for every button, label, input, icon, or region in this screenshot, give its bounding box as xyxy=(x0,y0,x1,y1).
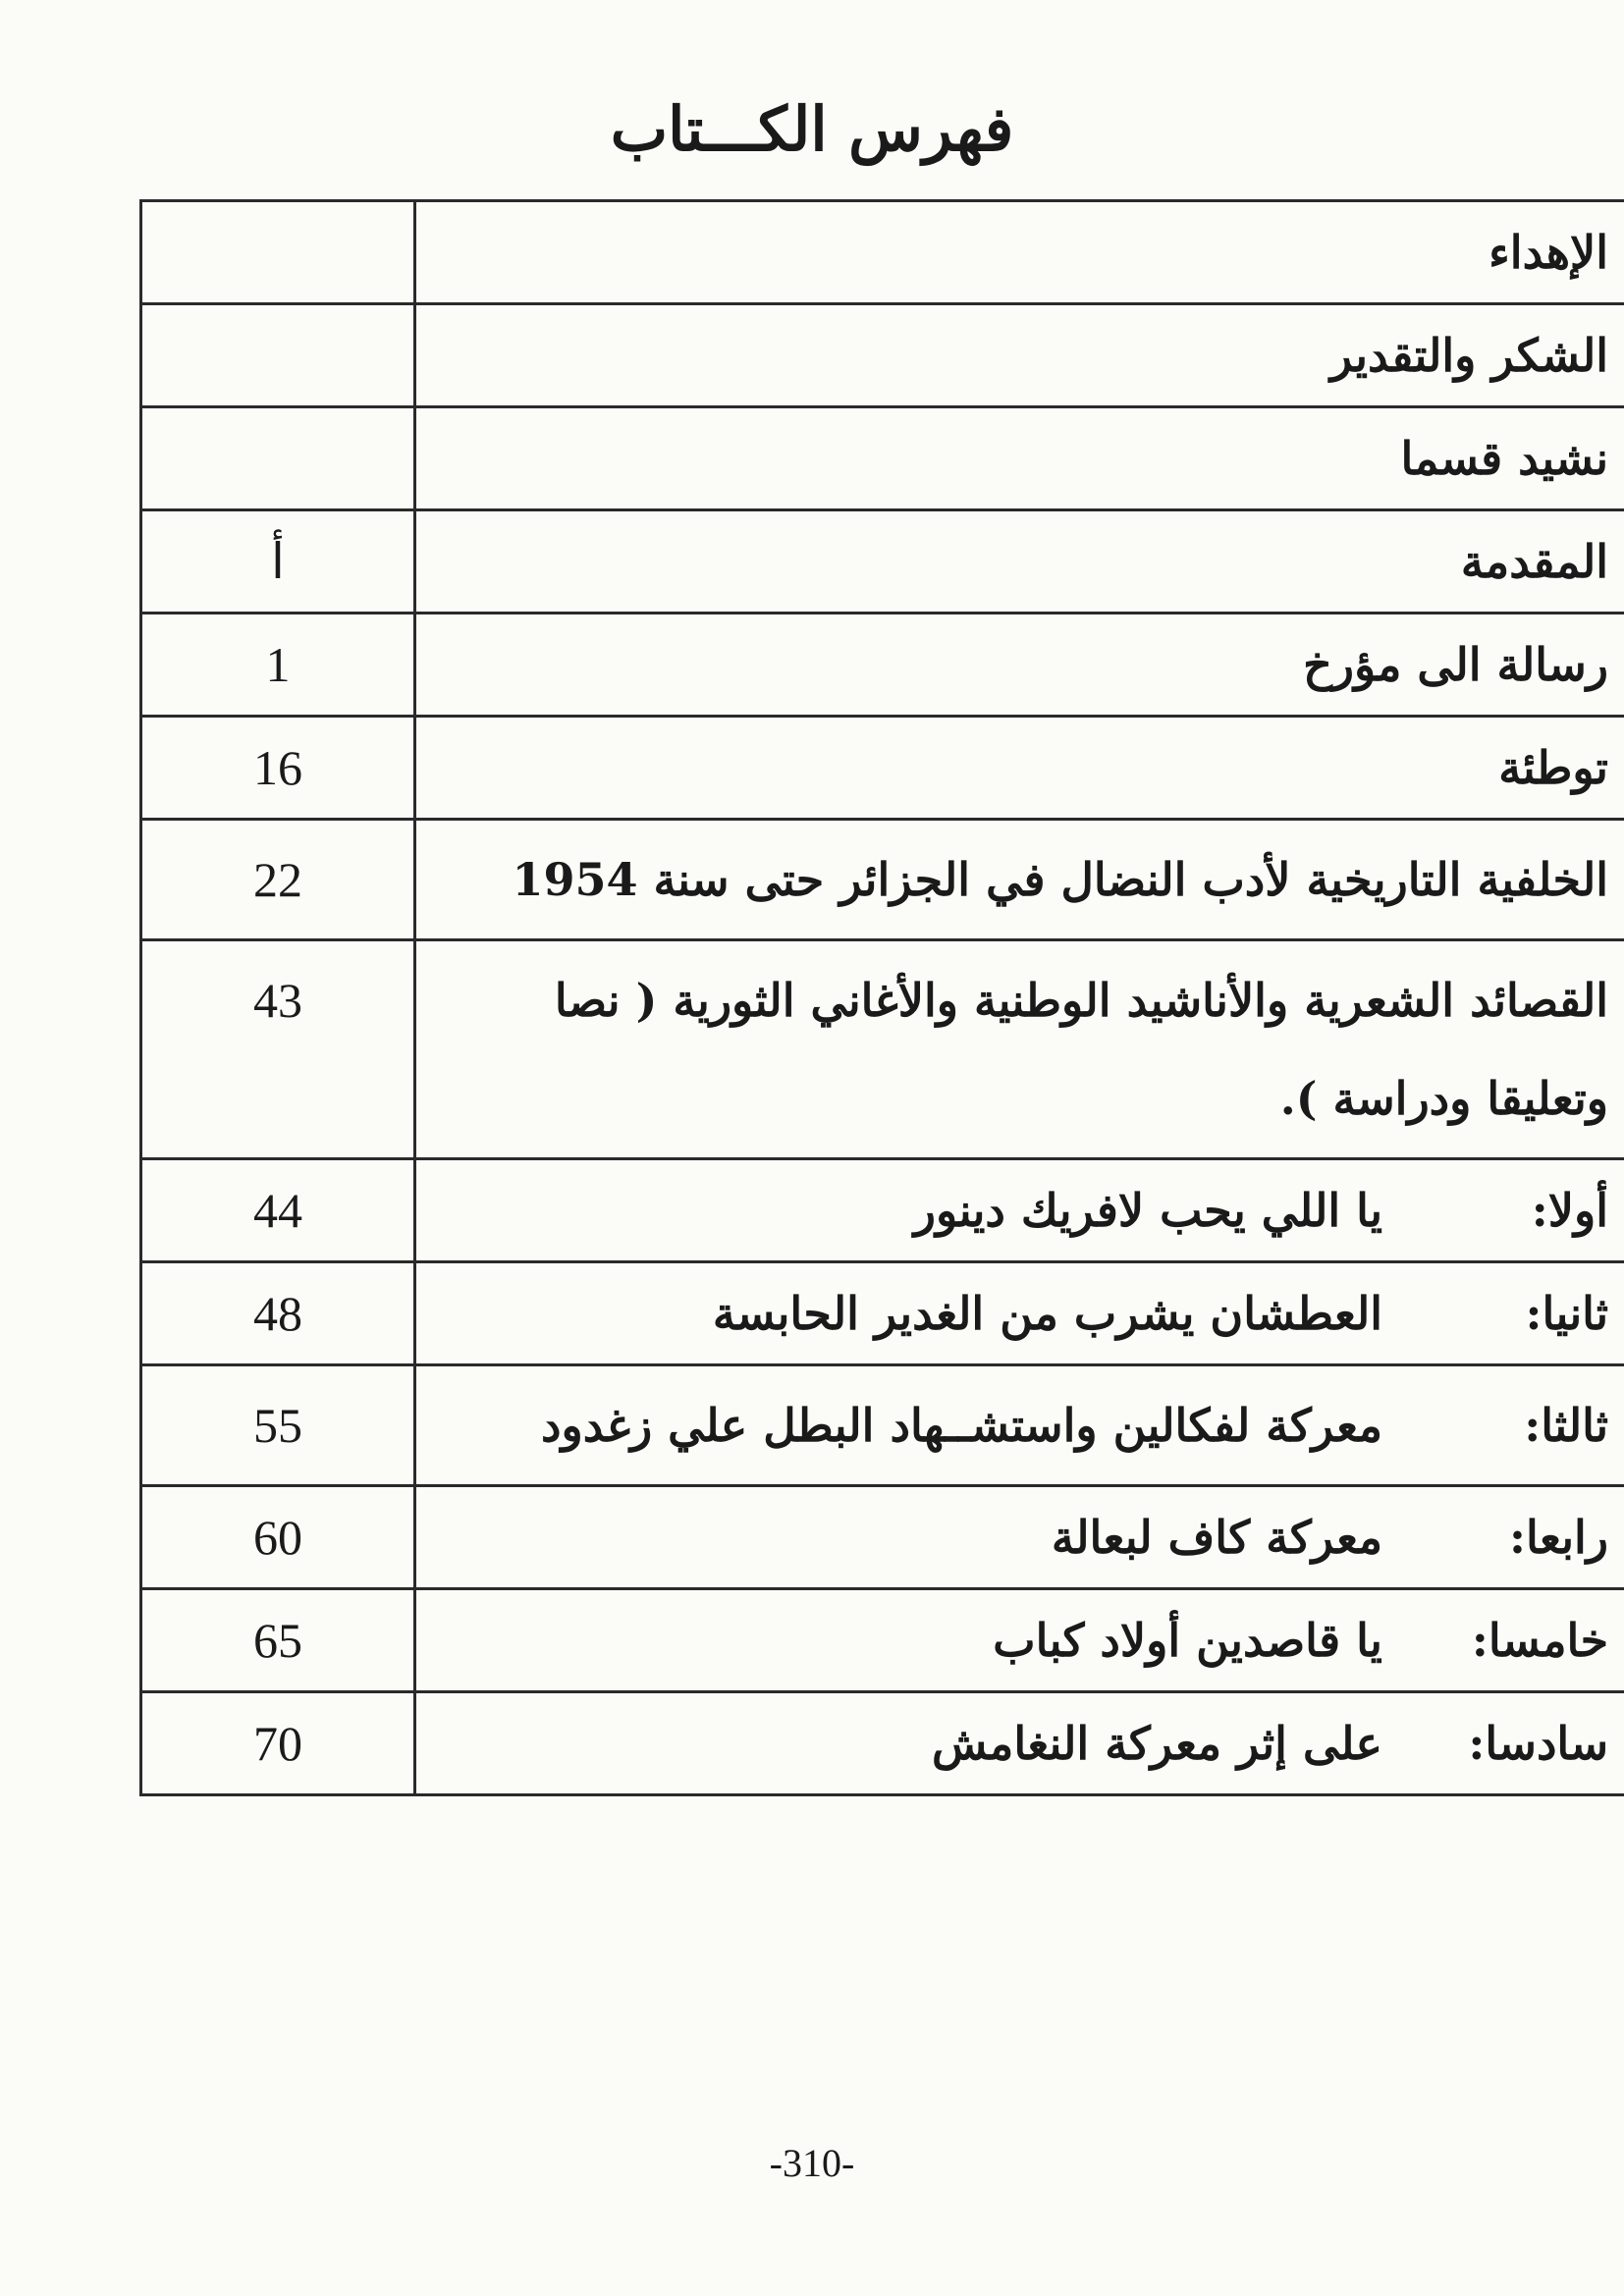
toc-title-cell xyxy=(415,1262,1624,1365)
table-row xyxy=(141,820,1624,940)
toc-title: الإهداء xyxy=(415,201,1624,304)
toc-label: رابعا: xyxy=(1509,1511,1608,1564)
toc-page: 65 xyxy=(141,1589,415,1692)
toc-page: 48 xyxy=(141,1262,415,1365)
toc-title: توطئة xyxy=(415,717,1624,820)
page-title: فهرس الكـــتاب xyxy=(610,93,1014,165)
toc-title-cell xyxy=(415,1486,1624,1589)
toc-page: أ xyxy=(141,510,415,614)
toc-page: 60 xyxy=(141,1486,415,1589)
toc-title: معركة كاف لبعالة xyxy=(1051,1511,1382,1564)
toc-page: 70 xyxy=(141,1692,415,1795)
toc-page xyxy=(141,407,415,510)
toc-title: العطشان يشرب من الغدير الحابسة xyxy=(712,1287,1382,1340)
table-row xyxy=(141,1692,1624,1795)
toc-title: معركة لفكالين واستشــهاد البطل علي زغدود xyxy=(541,1399,1382,1452)
table-row xyxy=(141,407,1624,510)
toc-page xyxy=(141,201,415,304)
table-row xyxy=(141,940,1624,1159)
toc-label: خامسا: xyxy=(1471,1614,1608,1667)
table-row xyxy=(141,1365,1624,1486)
toc-page: 1 xyxy=(141,614,415,717)
toc-title-cell xyxy=(415,1692,1624,1795)
table-row xyxy=(141,304,1624,407)
toc-title: رسالة الى مؤرخ xyxy=(415,614,1624,717)
toc-title: القصائد الشعرية والأناشيد الوطنية والأغاني الثورية ( نصا وتعليقا ودراسة ). xyxy=(415,940,1624,1159)
toc-page: 44 xyxy=(141,1159,415,1262)
toc-title-cell xyxy=(415,1365,1624,1486)
toc-page: 55 xyxy=(141,1365,415,1486)
toc-title: الشكر والتقدير xyxy=(415,304,1624,407)
toc-title: نشيد قسما xyxy=(415,407,1624,510)
toc-page: 16 xyxy=(141,717,415,820)
toc-label: أولا: xyxy=(1531,1184,1608,1237)
table-row xyxy=(141,1589,1624,1692)
table-row xyxy=(141,1262,1624,1365)
toc-page xyxy=(141,304,415,407)
toc-label: سادسا: xyxy=(1468,1717,1608,1770)
table-row xyxy=(141,717,1624,820)
toc-page: 22 xyxy=(141,820,415,940)
table-row xyxy=(141,510,1624,614)
toc-page: 43 xyxy=(141,940,415,1159)
toc-title: يا اللي يحب لافريك دينور xyxy=(913,1184,1382,1237)
toc-title: يا قاصدين أولاد كباب xyxy=(993,1614,1382,1667)
table-row xyxy=(141,614,1624,717)
table-row xyxy=(141,1486,1624,1589)
toc-label: ثالثا: xyxy=(1524,1399,1608,1452)
table-row xyxy=(141,1159,1624,1262)
toc-title: الخلفية التاريخية لأدب النضال في الجزائر حتى سنة 1954 xyxy=(415,820,1624,940)
toc-title: المقدمة xyxy=(415,510,1624,614)
toc-label: ثانيا: xyxy=(1525,1287,1608,1340)
toc-title-cell xyxy=(415,1589,1624,1692)
toc-title-cell xyxy=(415,1159,1624,1262)
table-row xyxy=(141,201,1624,304)
page-number: -310- xyxy=(769,2141,855,2185)
toc-title: على إثر معركة النغامش xyxy=(932,1717,1382,1770)
toc-table xyxy=(139,199,1624,1796)
